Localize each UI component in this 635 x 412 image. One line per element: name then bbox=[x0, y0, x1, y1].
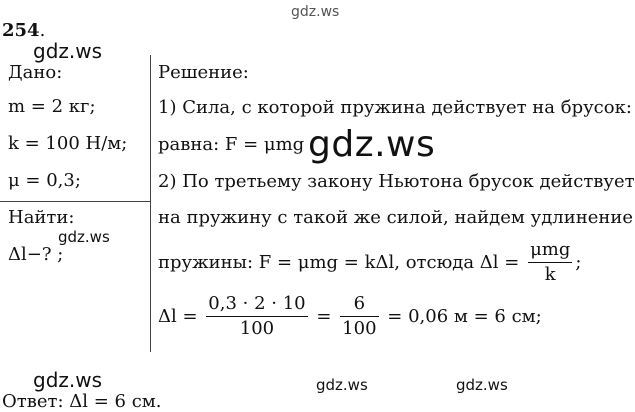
given-divider bbox=[0, 201, 150, 202]
fraction-numerator: μmg bbox=[528, 238, 572, 263]
watermark-center: gdz.ws bbox=[308, 124, 436, 165]
given-mass: m = 2 кг; bbox=[8, 96, 96, 117]
watermark-bottom-right: gdz.ws bbox=[456, 376, 508, 394]
watermark-bottom-left: gdz.ws bbox=[33, 368, 103, 392]
problem-number-value: 254 bbox=[2, 20, 40, 41]
fraction-tail: ; bbox=[575, 252, 582, 273]
answer: Ответ: Δl = 6 см. bbox=[2, 391, 162, 412]
calc-lead: Δl = bbox=[158, 306, 198, 327]
watermark-left-top: gdz.ws bbox=[33, 39, 103, 63]
fraction-calc-1-denominator: 100 bbox=[239, 318, 275, 339]
solution-line-4: на пружину с такой же силой, найдем удлинение bbox=[158, 207, 634, 228]
given-title: Дано: bbox=[8, 62, 63, 83]
problem-number-dot: . bbox=[39, 20, 46, 41]
fraction-calc-2 bbox=[340, 292, 378, 341]
watermark-top: gdz.ws bbox=[291, 4, 340, 20]
watermark-given: gdz.ws bbox=[58, 228, 110, 246]
calc-equals: = bbox=[316, 306, 332, 327]
fraction-calc-2-denominator: 100 bbox=[342, 318, 377, 339]
watermark-bottom-mid: gdz.ws bbox=[316, 376, 368, 394]
problem-number bbox=[2, 20, 45, 41]
given-stiffness: k = 100 Н/м; bbox=[8, 133, 128, 154]
fraction-denominator: k bbox=[544, 264, 556, 285]
solution-title: Решение: bbox=[158, 62, 249, 83]
calculation-line bbox=[158, 292, 542, 341]
solution-line-3: 2) По третьему закону Ньютона брусок действует bbox=[158, 171, 635, 192]
solution-line-2: равна: F = μmg bbox=[158, 134, 305, 155]
given-friction: μ = 0,3; bbox=[8, 170, 81, 191]
solution-line-5 bbox=[158, 238, 581, 287]
fraction-calc-2-numerator: 6 bbox=[340, 292, 378, 317]
solution-line-1: 1) Сила, с которой пружина действует на брусок: bbox=[158, 97, 632, 118]
solution-line-5-text: пружины: F = μmg = kΔl, отсюда Δl = bbox=[158, 252, 520, 273]
calc-tail: = 0,06 м = 6 см; bbox=[387, 306, 542, 327]
find-title: Найти: bbox=[8, 207, 75, 228]
find-value: Δl−? ; bbox=[8, 244, 64, 265]
fraction-calc-1 bbox=[206, 292, 307, 341]
column-divider bbox=[150, 55, 151, 352]
fraction-calc-1-numerator: 0,3 · 2 · 10 bbox=[206, 292, 307, 317]
fraction-umg-over-k bbox=[528, 238, 572, 287]
